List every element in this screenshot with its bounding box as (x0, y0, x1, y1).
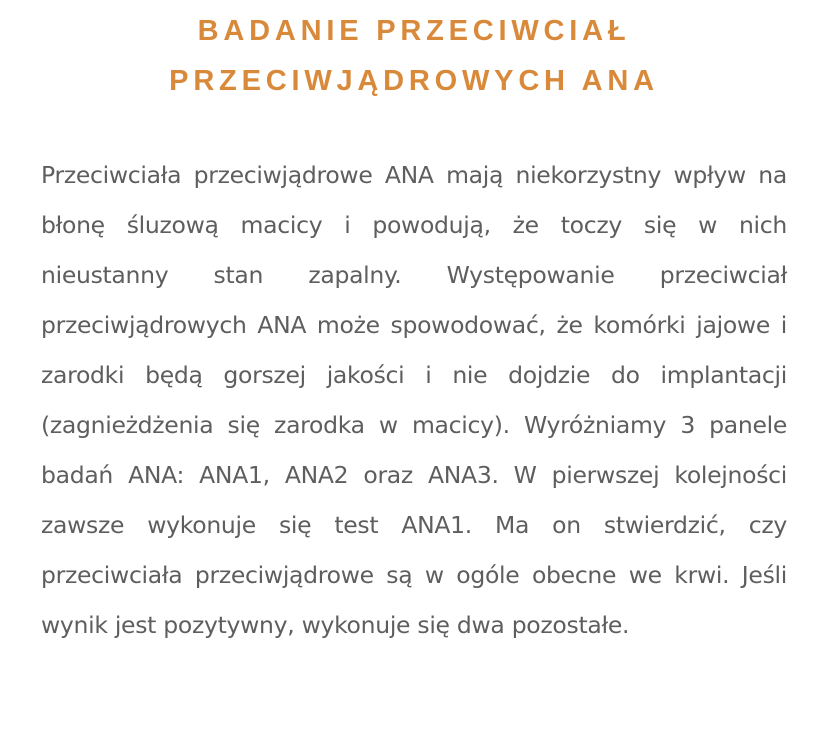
article-paragraph: Przeciwciała przeciwjądrowe ANA mają niekorzystny wpływ na błonę śluzową macicy i powodują, że toczy się w nich nieustanny stan zapalny. Występowanie przeciwciał przeciwjądrowych ANA może spowodować, że komórki jajowe i zarodki będą gorszej jakości i nie dojdzie do implantacji (zagnieżdżenia się zarodka w macicy). Wyróżniamy 3 panele badań ANA: ANA1, ANA2 oraz ANA3. W pierwszej kolejności zawsze wykonuje się test ANA1. Ma on stwierdzić, czy przeciwciała przeciwjądrowe są w ogóle obecne we krwi. Jeśli wynik jest pozytywny, wykonuje się dwa pozostałe. (41, 161, 787, 639)
article-title-line-1: BADANIE PRZECIWCIAŁ (197, 15, 631, 47)
article-title (0, 6, 828, 106)
article-title-line-2: PRZECIWJĄDROWYCH ANA (169, 65, 659, 97)
